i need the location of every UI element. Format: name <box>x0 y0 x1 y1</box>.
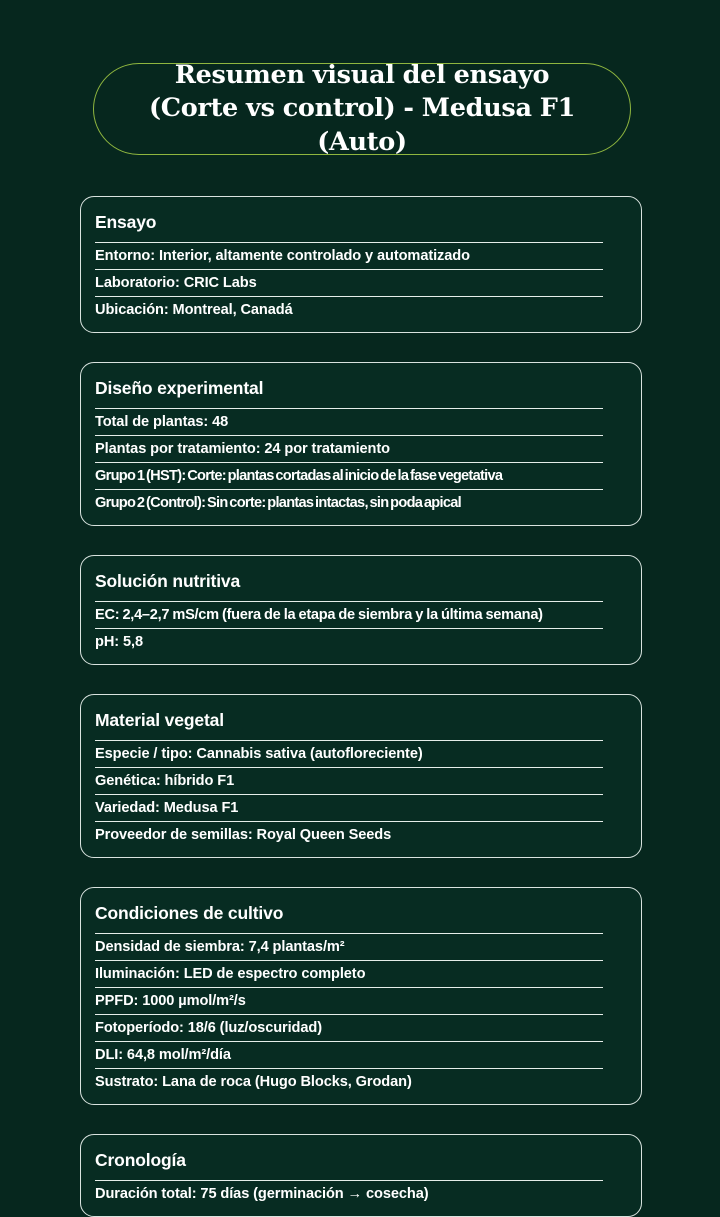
card-title: Condiciones de cultivo <box>95 900 603 934</box>
card-row: Total de plantas: 48 <box>95 409 603 436</box>
card-title: Solución nutritiva <box>95 568 603 602</box>
card-title: Cronología <box>95 1147 603 1181</box>
card-solucion-nutritiva <box>80 555 642 665</box>
card-row: Grupo 2 (Control): Sin corte: plantas intactas, sin poda apical <box>95 495 461 511</box>
card-row: Grupo 1 (HST): Corte: plantas cortadas al inicio de la fase vegetativa <box>95 463 603 490</box>
card-ensayo <box>80 196 642 333</box>
card-title: Material vegetal <box>95 707 603 741</box>
card-row: Genética: híbrido F1 <box>95 768 603 795</box>
card-row: Fotoperíodo: 18/6 (luz/oscuridad) <box>95 1015 603 1042</box>
card-row: pH: 5,8 <box>95 634 143 650</box>
page-title: Resumen visual del ensayo (Corte vs control) - Medusa F1 (Auto) <box>148 59 576 157</box>
card-row: Plantas por tratamiento: 24 por tratamiento <box>95 436 603 463</box>
card-title: Ensayo <box>95 209 603 243</box>
card-diseno-experimental <box>80 362 642 526</box>
card-row: Iluminación: LED de espectro completo <box>95 961 603 988</box>
card-row: Proveedor de semillas: Royal Queen Seeds <box>95 827 392 843</box>
card-row: EC: 2,4–2,7 mS/cm (fuera de la etapa de siembra y la última semana) <box>95 602 603 629</box>
card-row: Variedad: Medusa F1 <box>95 795 603 822</box>
card-row: DLI: 64,8 mol/m²/día <box>95 1042 603 1069</box>
card-row: PPFD: 1000 µmol/m²/s <box>95 988 603 1015</box>
card-row: Sustrato: Lana de roca (Hugo Blocks, Grodan) <box>95 1074 412 1090</box>
card-cronologia <box>80 1134 642 1217</box>
card-material-vegetal <box>80 694 642 858</box>
card-row: Especie / tipo: Cannabis sativa (autofloreciente) <box>95 741 603 768</box>
card-title: Diseño experimental <box>95 375 603 409</box>
card-row: Densidad de siembra: 7,4 plantas/m² <box>95 934 603 961</box>
card-condiciones-de-cultivo <box>80 887 642 1105</box>
summary-card-list <box>80 196 642 1217</box>
page-title-pill <box>93 59 631 157</box>
card-row: Laboratorio: CRIC Labs <box>95 270 603 297</box>
card-row: Entorno: Interior, altamente controlado y automatizado <box>95 243 603 270</box>
card-row: Duración total: 75 días (germinación → cosecha) <box>95 1186 429 1202</box>
card-row: Ubicación: Montreal, Canadá <box>95 302 293 318</box>
